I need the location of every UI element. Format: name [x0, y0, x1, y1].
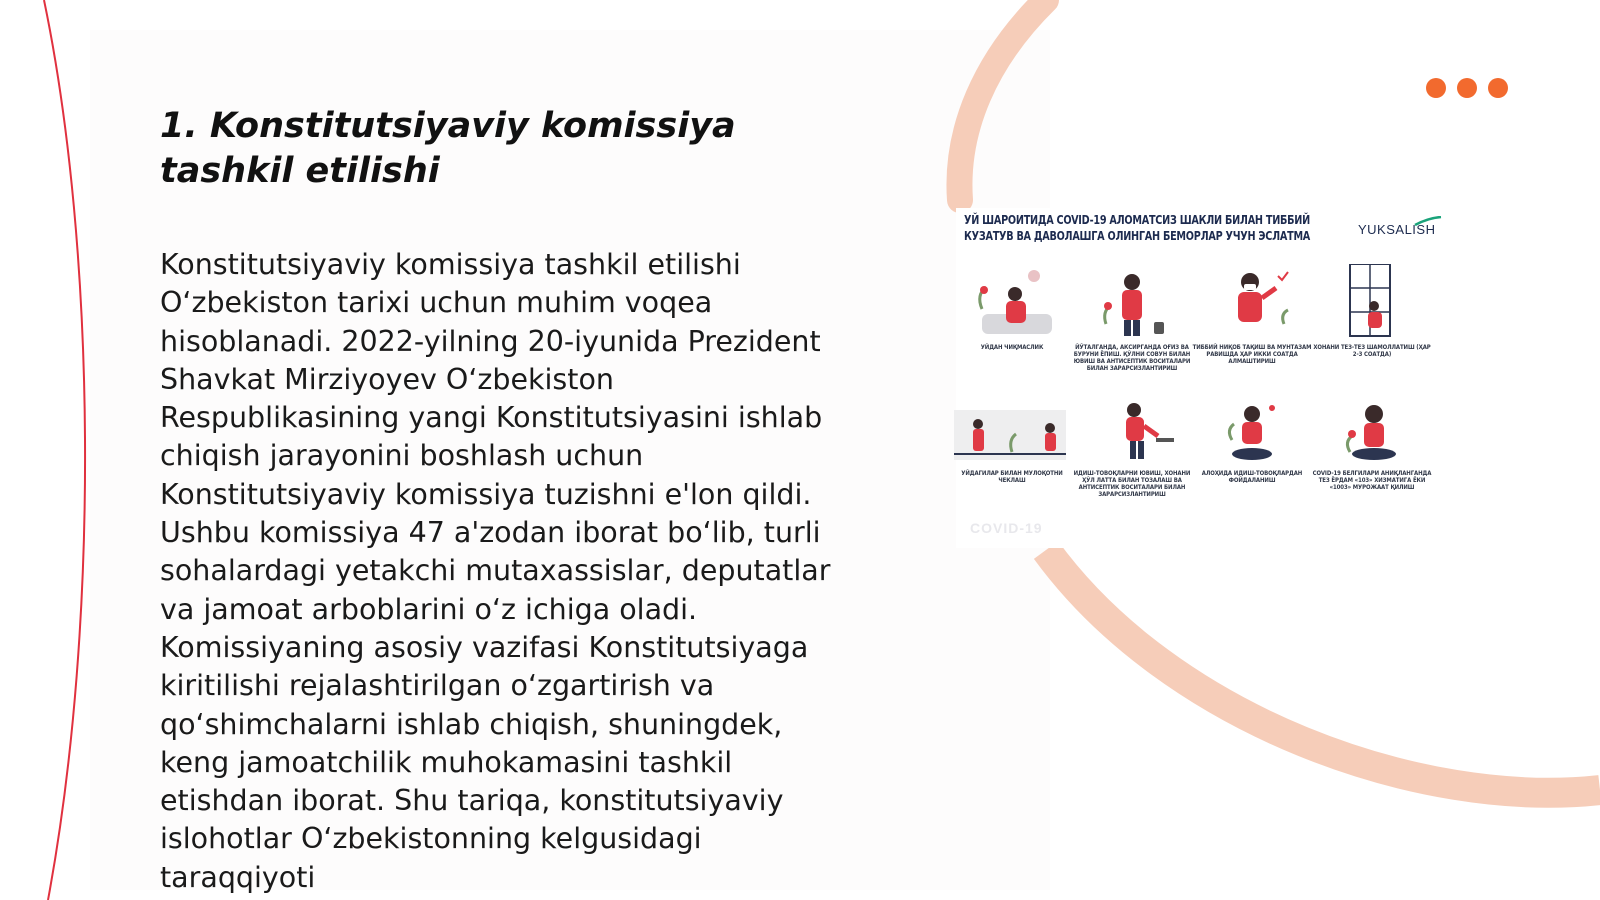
- infographic-panel: [1072, 264, 1192, 372]
- infographic-panel: [1312, 400, 1432, 491]
- infographic-heading-line: УЙ ШАРОИТИДА COVID-19 АЛОМАТСИЗ ШАКЛИ БИЛАН ТИББИЙ: [964, 212, 1310, 227]
- decorative-red-line: [44, 0, 85, 900]
- panel-caption: COVID-19 БЕЛГИЛАРИ АНИҚЛАНГАНДА ТЕЗ ЁРДАМ «103» ХИЗМАТИГА ЁКИ «1003» МУРОЖААТ ҚИЛИШ: [1312, 470, 1432, 491]
- slide-title: 1. Konstitutsiyaviy komissiya tashkil etilishi: [160, 106, 736, 191]
- people-distancing-icon: [952, 400, 1072, 466]
- slide-body-text: Konstitutsiyaviy komissiya tashkil etilishi O‘zbekiston tarixi uchun muhim voqea hisoblanadi. 2022-yilning 20-iyunida Prezident Shavkat Mirziyoyev O‘zbekiston Respublikasining yangi Konstitutsiyasini ishlab chiqish jarayonini boshlash uchun Konstitutsiyaviy komissiya tuzishni e'lon qildi. Ushbu komissiya 47 a'zodan iborat bo‘lib, turli sohalardagi yetakchi mutaxassislar, deputatlar va jamoat arboblarini o‘z ichiga oladi. Komissiyaning asosiy vazifasi Konstitutsiyaga kiritilishi rejalashtirilgan o‘zgartirish va qo‘shimchalarni ishlab chiqish, shuningdek, keng jamoatchilik muhokamasini tashkil etishdan iborat. Shu tariqa, konstitutsiyaviy islohotlar O‘zbekistonning kelgusidagi taraqqiyoti: [160, 248, 831, 894]
- window-ventilation-icon: [1312, 264, 1432, 340]
- decorative-arc-lower: [1046, 550, 1600, 793]
- infographic-panel: [952, 400, 1072, 484]
- infographic-panel: [1192, 264, 1312, 365]
- panel-caption: АЛОҲИДА ИДИШ-ТОВОҚЛАРДАН ФОЙДАЛАНИШ: [1201, 470, 1303, 484]
- person-calling-icon: [1312, 400, 1432, 466]
- covid-infographic: [956, 208, 1446, 548]
- dot-icon: [1426, 78, 1446, 98]
- panel-caption: ХОНАНИ ТЕЗ-ТЕЗ ШАМОЛЛАТИШ (ҲАР 2-3 СОАТДА): [1313, 344, 1431, 358]
- menu-dots: [1426, 78, 1508, 98]
- person-with-dishes-icon: [1192, 400, 1312, 466]
- infographic-heading-line: КУЗАТУВ ВА ДАВОЛАШГА ОЛИНГАН БЕМОРЛАР УЧУН ЭСЛАТМА: [964, 228, 1311, 243]
- panel-caption: ТИББИЙ НИҚОБ ТАҚИШ ВА МУНТАЗАМ РАВИШДА ҲАР ИККИ СОАТДА АЛМАШТИРИШ: [1192, 344, 1312, 365]
- infographic-panel: [1072, 400, 1192, 498]
- panel-caption: ИДИШ-ТОВОҚЛАРНИ ЮВИШ, ХОНАНИ ҲЎЛ ЛАТТА БИЛАН ТОЗАЛАШ ВА АНТИСЕПТИК ВОСИТАЛАРИ БИЛАН ЗАРАРСИЗЛАНТИРИШ: [1073, 470, 1191, 498]
- panel-caption: УЙДАГИЛАР БИЛАН МУЛОҚОТНИ ЧЕКЛАШ: [961, 470, 1063, 484]
- panel-caption: УЙДАН ЧИҚМАСЛИК: [980, 344, 1044, 351]
- brand-logo: YUKSALISH: [1358, 222, 1436, 237]
- dot-icon: [1457, 78, 1477, 98]
- infographic-heading: [964, 212, 1342, 244]
- infographic-panel: [1312, 264, 1432, 358]
- infographic-panel: [952, 264, 1072, 351]
- dot-icon: [1488, 78, 1508, 98]
- person-with-mask-icon: [1192, 264, 1312, 340]
- panel-caption: ЙЎТАЛГАНДА, АКСИРГАНДА ОҒИЗ ВА БУРУНИ ЁПИШ. ҚЎЛНИ СОВУН БИЛАН ЮВИШ ВА АНТИСЕПТИК ВОСИТАЛАРИ БИЛАН ЗАРАРСИЗЛАНТИРИШ: [1073, 344, 1191, 372]
- person-coughing-icon: [1072, 264, 1192, 340]
- infographic-watermark: COVID-19: [970, 520, 1043, 536]
- person-cleaning-icon: [1072, 400, 1192, 466]
- person-on-sofa-icon: [952, 264, 1072, 340]
- infographic-panel: [1192, 400, 1312, 484]
